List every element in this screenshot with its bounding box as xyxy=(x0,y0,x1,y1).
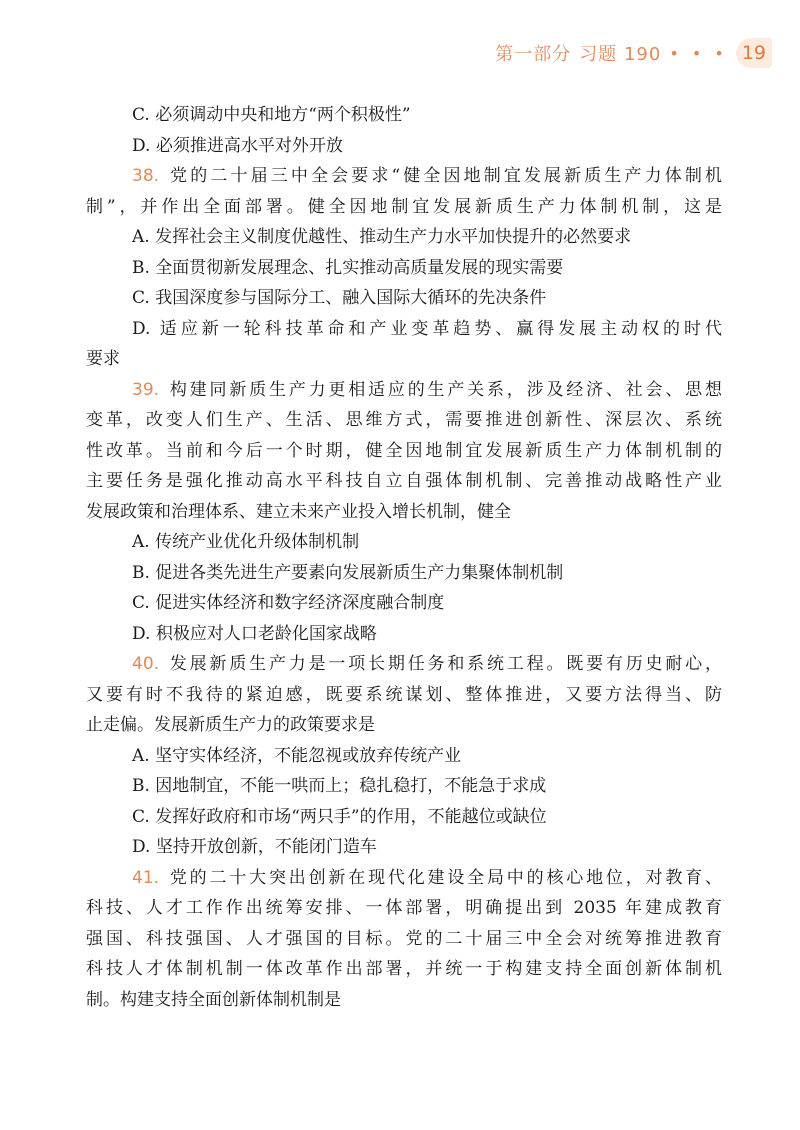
exercise-title: 习题 190 xyxy=(579,44,662,65)
option-line: C. 发挥好政府和市场“两只手”的作用，不能越位或缺位 xyxy=(132,806,547,827)
option-line: C. 必须调动中央和地方“两个积极性” xyxy=(132,105,411,125)
question-text-line: 变革，改变人们生产、生活、思维方式，需要推进创新性、深层次、系统 xyxy=(86,410,722,430)
question-first-line xyxy=(86,649,722,680)
question-text-line: 性改革。当前和今后一个时期，健全因地制宜发展新质生产力体制机制的 xyxy=(86,440,722,461)
option-line: B. 促进各类先进生产要素向发展新质生产力集聚体制机制 xyxy=(132,562,564,583)
question-first-line xyxy=(86,863,722,894)
question-number: 39. xyxy=(132,379,160,400)
question-number: 38. xyxy=(132,166,160,186)
question-number: 41. xyxy=(132,867,160,888)
question-text-line: 科技人才体制机制一体改革作出部署，并统一于构建支持全面创新体制机 xyxy=(86,959,722,979)
question-text-line: 制。构建支持全面创新体制机制是 xyxy=(86,989,341,1010)
question-text-line: 制”，并作出全面部署。健全因地制宜发展新质生产力体制机制，这是 xyxy=(86,196,722,217)
option-line: D. 适应新一轮科技革命和产业变革趋势、赢得发展主动权的时代 xyxy=(132,318,722,339)
question-number: 40. xyxy=(132,654,160,674)
question-text-line: 止走偏。发展新质生产力的政策要求是 xyxy=(86,715,375,735)
page-number: 19 xyxy=(736,38,772,68)
option-line: D. 坚持开放创新，不能闭门造车 xyxy=(132,837,377,857)
section-title: 第一部分 xyxy=(495,44,572,65)
question-text: 发展新质生产力是一项长期任务和系统工程。既要有历史耐心， xyxy=(167,654,722,674)
question-text-line: 又要有时不我待的紧迫感，既要系统谋划、整体推进，又要方法得当、防 xyxy=(86,684,722,705)
option-line: B. 因地制宜，不能一哄而上；稳扎稳打，不能急于求成 xyxy=(132,776,547,796)
question-text: 党的二十大突出创新在现代化建设全局中的核心地位，对教育、 xyxy=(167,867,722,888)
option-line: A. 发挥社会主义制度优越性、推动生产力水平加快提升的必然要求 xyxy=(132,227,632,247)
page-content xyxy=(86,100,722,1015)
question-text: 党的二十届三中全会要求“健全因地制宜发展新质生产力体制机 xyxy=(167,166,722,186)
option-line: B. 全面贯彻新发展理念、扎实推动高质量发展的现实需要 xyxy=(132,257,564,278)
option-line: A. 传统产业优化升级体制机制 xyxy=(132,532,360,552)
option-line: A. 坚守实体经济，不能忽视或放弃传统产业 xyxy=(132,745,462,766)
question-first-line xyxy=(86,161,722,192)
header-dots: • • • xyxy=(669,43,728,63)
option-line: C. 我国深度参与国际分工、融入国际大循环的先决条件 xyxy=(132,288,547,308)
question-text-line: 发展政策和治理体系、建立未来产业投入增长机制，健全 xyxy=(86,501,511,522)
question-text-line: 科技、人才工作作出统筹安排、一体部署，明确提出到 2035 年建成教育 xyxy=(86,898,722,918)
page-header xyxy=(495,38,772,68)
option-line: C. 促进实体经济和数字经济深度融合制度 xyxy=(132,593,445,613)
question-text-line: 强国、科技强国、人才强国的目标。党的二十届三中全会对统筹推进教育 xyxy=(86,928,722,949)
option-continuation-line: 要求 xyxy=(86,349,120,369)
option-line: D. 积极应对人口老龄化国家战略 xyxy=(132,623,377,644)
question-text-line: 主要任务是强化推动高水平科技自立自强体制机制、完善推动战略性产业 xyxy=(86,471,722,491)
question-text: 构建同新质生产力更相适应的生产关系，涉及经济、社会、思想 xyxy=(167,379,722,400)
question-first-line xyxy=(86,375,722,406)
option-line: D. 必须推进高水平对外开放 xyxy=(132,135,343,156)
